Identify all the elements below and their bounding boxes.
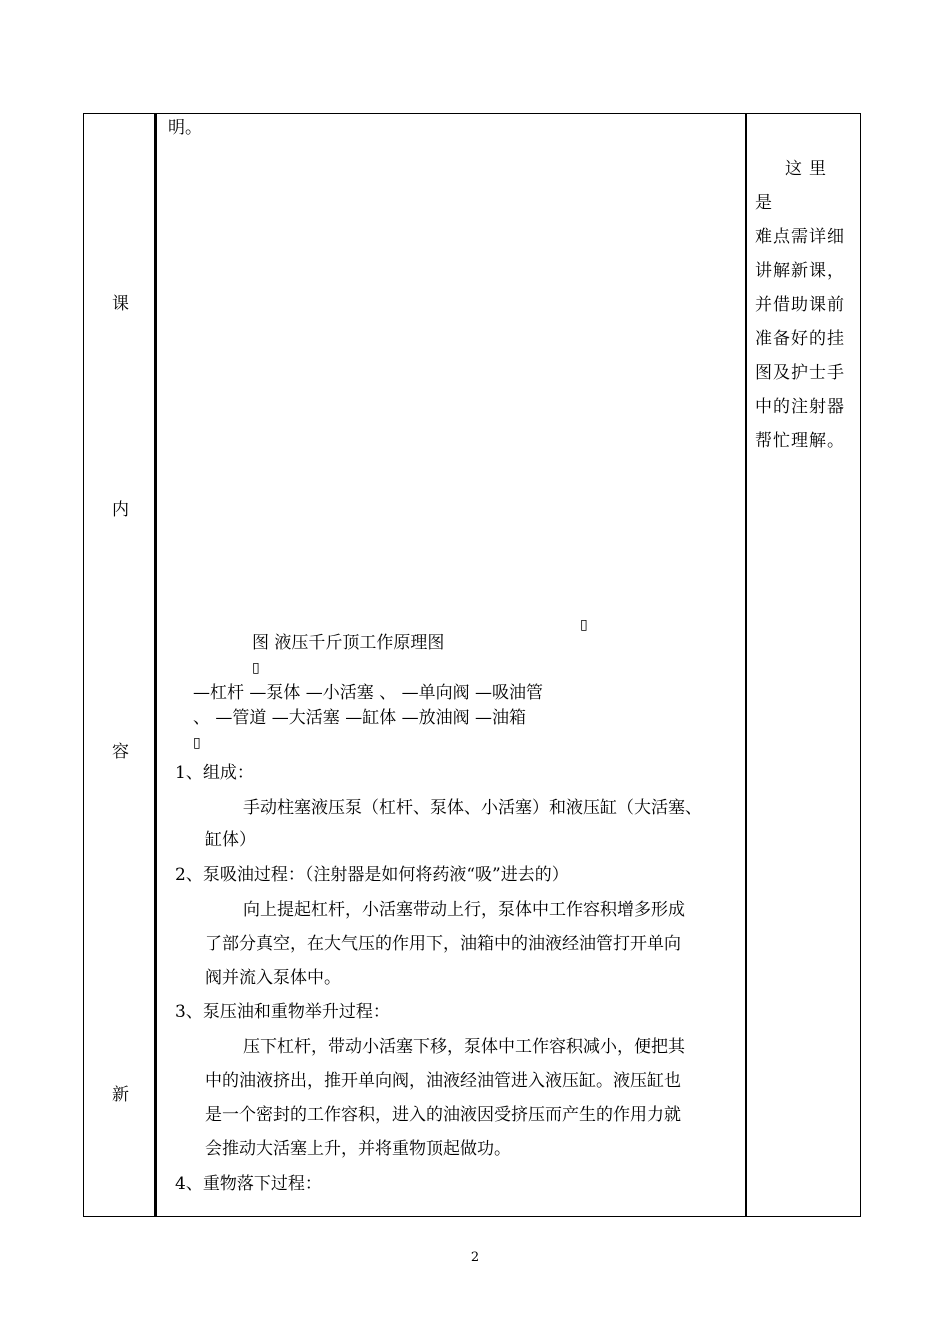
placeholder-glyph: ▯ [580,617,588,633]
section-heading: 1、组成： [175,763,254,783]
teaching-note [755,152,853,458]
note-line: 中的注射器 [755,397,845,417]
note-line: 这里是 [755,159,833,213]
note-line: 准备好的挂 [755,329,845,349]
section-body-line: 会推动大活塞上升，并将重物顶起做功。 [205,1139,511,1159]
section-heading: 2、泵吸油过程：（注射器是如何将药液“吸”进去的） [175,865,569,885]
section-body-line: 了部分真空，在大气压的作用下，油箱中的油液经油管打开单向 [205,934,681,954]
note-line: 并借助课前 [755,295,845,315]
side-label-char: 内 [112,500,129,520]
side-label-char: 容 [112,742,129,762]
side-label-char: 课 [112,294,129,314]
note-line: 讲解新课， [755,261,845,281]
section-body-line: 是一个密封的工作容积，进入的油液因受挤压而产生的作用力就 [205,1105,681,1125]
section-body-line: 阀并流入泵体中。 [205,968,341,988]
section-body-line: 压下杠杆，带动小活塞下移，泵体中工作容积减小，便把其 [243,1037,685,1057]
note-line: 难点需详细 [755,227,845,247]
figure-caption: 图 液压千斤顶工作原理图 [252,633,445,653]
section-body-line: 向上提起杠杆，小活塞带动上行，泵体中工作容积增多形成 [243,900,685,920]
figure-legend-line: —杠杆 —泵体 —小活塞 、 —单向阀 —吸油管 [193,683,544,703]
column-divider [154,113,157,1217]
placeholder-glyph: ▯ [193,735,201,751]
section-body-line: 缸体） [205,830,256,850]
placeholder-glyph: ▯ [252,660,260,676]
column-divider [745,113,747,1217]
side-label-char: 新 [112,1085,129,1105]
page-number: 2 [470,1250,480,1265]
section-heading: 4、重物落下过程： [175,1174,322,1194]
section-body-line: 手动柱塞液压泵（杠杆、泵体、小活塞）和液压缸（大活塞、 [243,798,702,818]
figure-legend-line: 、 —管道 —大活塞 —缸体 —放油阀 —油箱 [193,708,527,728]
note-line: 图及护士手 [755,363,845,383]
opening-line: 明。 [168,118,202,138]
section-heading: 3、泵压油和重物举升过程： [175,1002,390,1022]
note-line: 帮忙理解。 [755,431,845,451]
section-body-line: 中的油液挤出，推开单向阀，油液经油管进入液压缸。液压缸也 [205,1071,681,1091]
